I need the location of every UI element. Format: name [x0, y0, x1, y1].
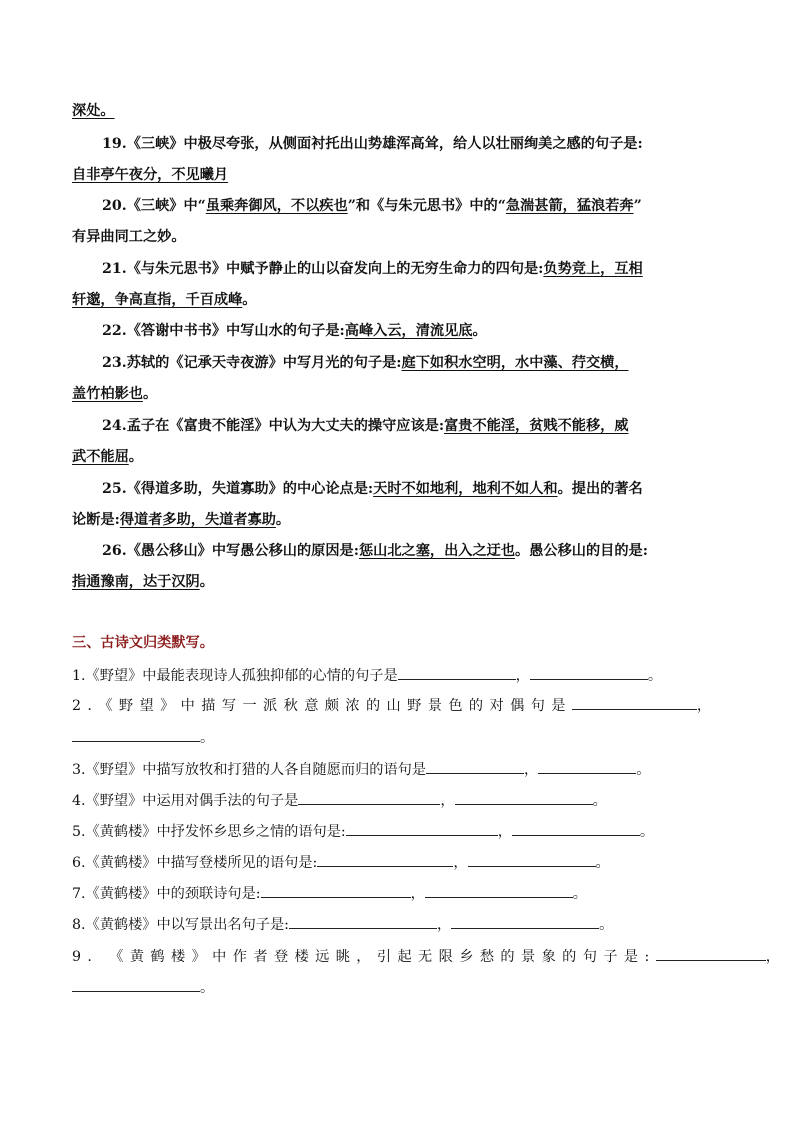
item-25-answer-2: 得道者多助，失道者寡助 [119, 512, 276, 528]
item-26-cont: 指通豫南，达于汉阴。 [72, 574, 214, 590]
blank[interactable] [530, 665, 648, 680]
item-21: 21.《与朱元思书》中赋予静止的山以奋发向上的无穷生命力的四句是:负势竞上，互相 [102, 261, 643, 277]
blank[interactable] [455, 790, 593, 805]
blank[interactable] [656, 946, 766, 961]
item-20-quote-2: 急湍甚箭，猛浪若奔 [505, 198, 634, 214]
item-21-answer-1: 负势竞上，互相 [543, 261, 643, 277]
blank[interactable] [512, 821, 640, 836]
item-20-quote-1: 虽乘奔御风，不以疾也 [205, 198, 348, 214]
item-24-answer-1: 富贵不能淫，贫贱不能移，威 [444, 418, 629, 434]
question-3: 3.《野望》中描写放牧和打猎的人各自随愿而归的语句是 ， 。 [72, 759, 724, 780]
section-heading: 三、古诗文归类默写。 [72, 635, 214, 651]
continuation-line: 深处。 [72, 103, 115, 119]
question-1: 1.《野望》中最能表现诗人孤独抑郁的心情的句子是 ， 。 [72, 665, 724, 686]
question-8: 8.《黄鹤楼》中以写景出名句子是: ， 。 [72, 914, 724, 935]
blank[interactable] [72, 727, 200, 742]
item-20-cont: 有异曲同工之妙。 [72, 229, 186, 245]
item-23-answer-1: 庭下如积水空明，水中藻、荇交横， [401, 355, 629, 371]
item-21-cont: 轩邈，争高直指，千百成峰。 [72, 292, 257, 308]
item-19-answer-line [72, 165, 724, 185]
blank[interactable] [398, 665, 516, 680]
question-9-cont: 。 [72, 977, 724, 998]
blank[interactable] [426, 759, 524, 774]
question-6: 6.《黄鹤楼》中描写登楼所见的语句是: ， 。 [72, 852, 724, 873]
item-26-answer-1: 惩山北之塞，出入之迂也 [358, 543, 516, 559]
item-22-answer: 高峰入云，清流见底 [344, 323, 473, 339]
blank[interactable] [261, 883, 411, 898]
blank[interactable] [298, 790, 440, 805]
item-26-answer-2: 指通豫南，达于汉阴 [72, 574, 200, 590]
blank[interactable] [468, 852, 596, 867]
item-24-cont: 武不能屈。 [72, 449, 143, 465]
blank[interactable] [346, 821, 498, 836]
item-19-answer: 自非亭午夜分，不见曦月 [72, 167, 229, 183]
item-23-cont: 盖竹柏影也。 [72, 386, 158, 402]
item-20: 20.《三峡》中“虽乘奔御风，不以疾也”和《与朱元思书》中的“急湍甚箭，猛浪若奔” [102, 198, 642, 214]
item-19: 19.《三峡》中极尽夸张，从侧面衬托出山势雄浑高耸，给人以壮丽绚美之感的句子是: [102, 136, 643, 152]
question-2-cont: 。 [72, 727, 724, 748]
blank[interactable] [538, 759, 636, 774]
item-25: 25.《得道多助，失道寡助》的中心论点是:天时不如地利，地利不如人和。提出的著名 [102, 481, 643, 497]
item-22: 22.《答谢中书书》中写山水的句子是:高峰入云，清流见底。 [102, 323, 487, 339]
question-9: 9. 《黄鹤楼》中作者登楼远眺，引起无限乡愁的景象的句子是: ， [72, 946, 724, 967]
item-26: 26.《愚公移山》中写愚公移山的原因是:惩山北之塞，出入之迂也。愚公移山的目的是: [102, 543, 648, 559]
question-7: 7.《黄鹤楼》中的颈联诗句是: ， 。 [72, 883, 724, 904]
item-24: 24.孟子在《富贵不能淫》中认为大丈夫的操守应该是:富贵不能淫，贫贱不能移，威 [102, 418, 629, 434]
item-23: 23.苏轼的《记承天寺夜游》中写月光的句子是:庭下如积水空明，水中藻、荇交横， [102, 355, 629, 371]
item-24-answer-2: 武不能屈 [72, 449, 129, 465]
blank[interactable] [317, 852, 453, 867]
item-25-cont: 论断是:得道者多助，失道者寡助。 [72, 512, 291, 528]
question-5: 5.《黄鹤楼》中抒发怀乡思乡之情的语句是: ， 。 [72, 821, 724, 842]
item-23-answer-2: 盖竹柏影也 [72, 386, 143, 402]
blank[interactable] [572, 695, 697, 710]
blank[interactable] [451, 914, 599, 929]
question-4: 4.《野望》中运用对偶手法的句子是 ， 。 [72, 790, 724, 811]
blank[interactable] [72, 977, 200, 992]
question-2: 2.《野望》中描写一派秋意颇浓的山野景色的对偶句是 ， [72, 695, 724, 716]
item-25-answer-1: 天时不如地利，地利不如人和 [373, 481, 558, 497]
blank[interactable] [425, 883, 573, 898]
item-21-answer-2: 轩邈，争高直指，千百成峰 [72, 292, 243, 308]
blank[interactable] [289, 914, 437, 929]
